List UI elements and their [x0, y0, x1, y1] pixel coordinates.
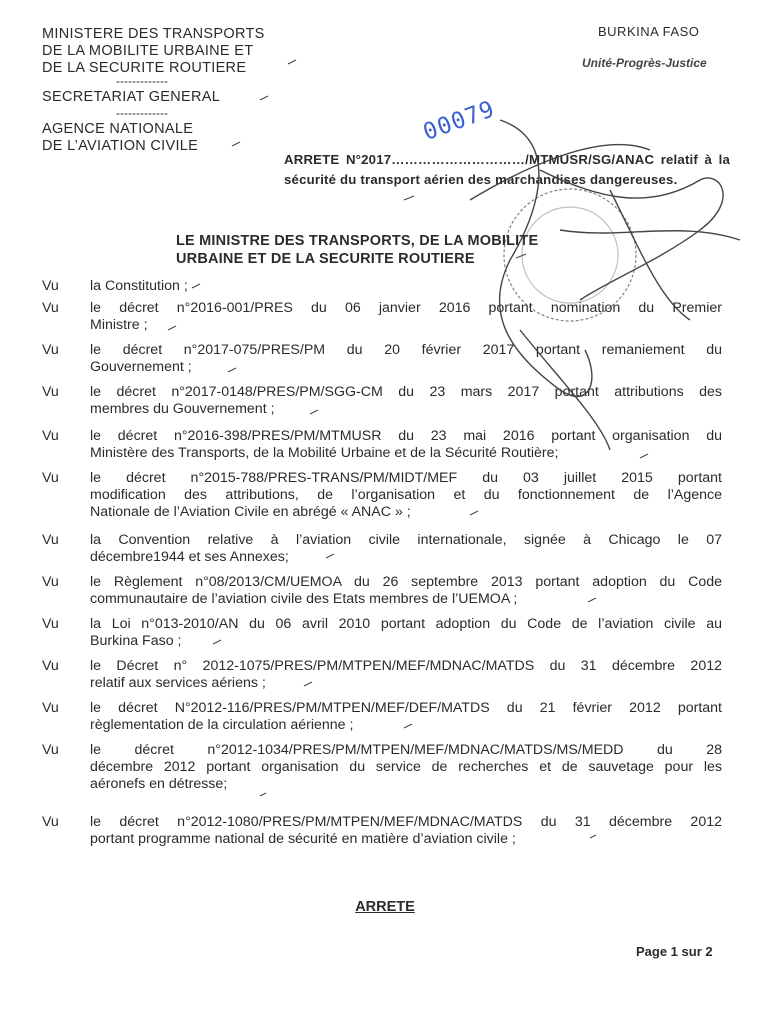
visa-text [90, 616, 722, 650]
ministry-header [42, 26, 265, 155]
decree-title: ARRETE N°2017…………………………/MTMUSR/SG/ANAC relatif à la sécurité du transport aérien des marchandises dangereuses. [284, 152, 730, 187]
vu-label: Vu [42, 300, 59, 316]
minister-heading-line-2: URBAINE ET DE LA SECURITE ROUTIERE [176, 251, 475, 267]
vu-label: Vu [42, 742, 59, 758]
vu-label: Vu [42, 384, 59, 400]
visa-line: portant programme national de sécurité en matière d’aviation civile ; [90, 831, 516, 847]
visa-line: le décret n°2012-1080/PRES/PM/MTPEN/MEF/MDNAC/MATDS du 31 décembre 2012 [90, 814, 722, 830]
minister-heading [176, 232, 538, 268]
visa-line: décembre1944 et ses Annexes; [90, 549, 289, 565]
visa-line: le décret n°2016-398/PRES/PM/MTMUSR du 23 mai 2016 portant organisation du [90, 428, 722, 444]
vu-label: Vu [42, 616, 59, 632]
section-title: ARRETE [355, 899, 415, 915]
visa-line: le décret n°2012-1034/PRES/PM/MTPEN/MEF/MDNAC/MATDS/MS/MEDD du 28 [90, 742, 722, 758]
visa-line: la Constitution ; [90, 278, 188, 294]
visa-text [90, 384, 722, 418]
secretariat-general: SECRETARIAT GENERAL [42, 89, 221, 105]
registration-stamp-number: 00079 [419, 96, 499, 146]
agency-line-1: AGENCE NATIONALE [42, 121, 194, 137]
visa-line: la Convention relative à l’aviation civile internationale, signée à Chicago le 07 [90, 532, 722, 548]
visa-text [90, 300, 722, 334]
visa-line: communautaire de l’aviation civile des Etats membres de l’UEMOA ; [90, 591, 518, 607]
visa-line: décembre 2012 portant organisation du service de recherches et de sauvetage pour les [90, 759, 722, 775]
minister-heading-line-1: LE MINISTRE DES TRANSPORTS, DE LA MOBILITE [176, 233, 539, 249]
visa-line: Nationale de l’Aviation Civile en abrégé « ANAC » ; [90, 504, 411, 520]
visa-line: le décret n°2017-075/PRES/PM du 20 février 2017 portant remaniement du [90, 342, 722, 358]
visa-line: la Loi n°013-2010/AN du 06 avril 2010 portant adoption du Code de l’aviation civile au [90, 616, 722, 632]
visa-line: modification des attributions, de l’organisation et du fonctionnement de l’Agence [90, 487, 722, 503]
visa-text [90, 742, 722, 793]
separator: ------------- [116, 106, 168, 120]
page-number: Page 1 sur 2 [636, 944, 713, 959]
visa-text [90, 814, 722, 848]
visa-line: Ministre ; [90, 317, 148, 333]
separator: ------------- [116, 74, 168, 88]
visa-line: règlementation de la circulation aérienne ; [90, 717, 354, 733]
country-name: BURKINA FASO [598, 24, 700, 39]
visa-line: Ministère des Transports, de la Mobilité Urbaine et de la Sécurité Routière; [90, 445, 559, 461]
vu-label: Vu [42, 278, 59, 294]
vu-label: Vu [42, 700, 59, 716]
visa-line: le décret n°2016-001/PRES du 06 janvier 2016 portant nomination du Premier [90, 300, 722, 316]
visa-text [90, 342, 722, 376]
visa-line: le Règlement n°08/2013/CM/UEMOA du 26 septembre 2013 portant adoption du Code [90, 574, 722, 590]
visa-line: le décret N°2012-116/PRES/PM/MTPEN/MEF/DEF/MATDS du 21 février 2012 portant [90, 700, 722, 716]
vu-label: Vu [42, 428, 59, 444]
visa-line: relatif aux services aériens ; [90, 675, 266, 691]
visa-line: le décret n°2015-788/PRES-TRANS/PM/MIDT/MEF du 03 juillet 2015 portant [90, 470, 722, 486]
visa-text [90, 532, 722, 566]
ministry-line-1: MINISTERE DES TRANSPORTS [42, 26, 265, 42]
national-motto: Unité-Progrès-Justice [582, 56, 707, 70]
visa-line: le Décret n° 2012-1075/PRES/PM/MTPEN/MEF/MDNAC/MATDS du 31 décembre 2012 [90, 658, 722, 674]
visa-text [90, 658, 722, 692]
visa-text [90, 700, 722, 734]
visa-line: aéronefs en détresse; [90, 776, 228, 792]
agency-line-2: DE L’AVIATION CIVILE [42, 138, 199, 154]
vu-label: Vu [42, 814, 59, 830]
visa-line: Burkina Faso ; [90, 633, 182, 649]
vu-label: Vu [42, 342, 59, 358]
ministry-line-3: DE LA SECURITE ROUTIERE [42, 60, 247, 76]
visa-text [90, 278, 722, 295]
vu-label: Vu [42, 574, 59, 590]
visa-line: Gouvernement ; [90, 359, 192, 375]
visa-text [90, 470, 722, 521]
vu-label: Vu [42, 658, 59, 674]
vu-label: Vu [42, 470, 59, 486]
vu-label: Vu [42, 532, 59, 548]
ministry-line-2: DE LA MOBILITE URBAINE ET [42, 43, 254, 59]
visa-line: membres du Gouvernement ; [90, 401, 275, 417]
visa-text [90, 428, 722, 462]
visa-text [90, 574, 722, 608]
visa-line: le décret n°2017-0148/PRES/PM/SGG-CM du 23 mars 2017 portant attributions des [90, 384, 722, 400]
